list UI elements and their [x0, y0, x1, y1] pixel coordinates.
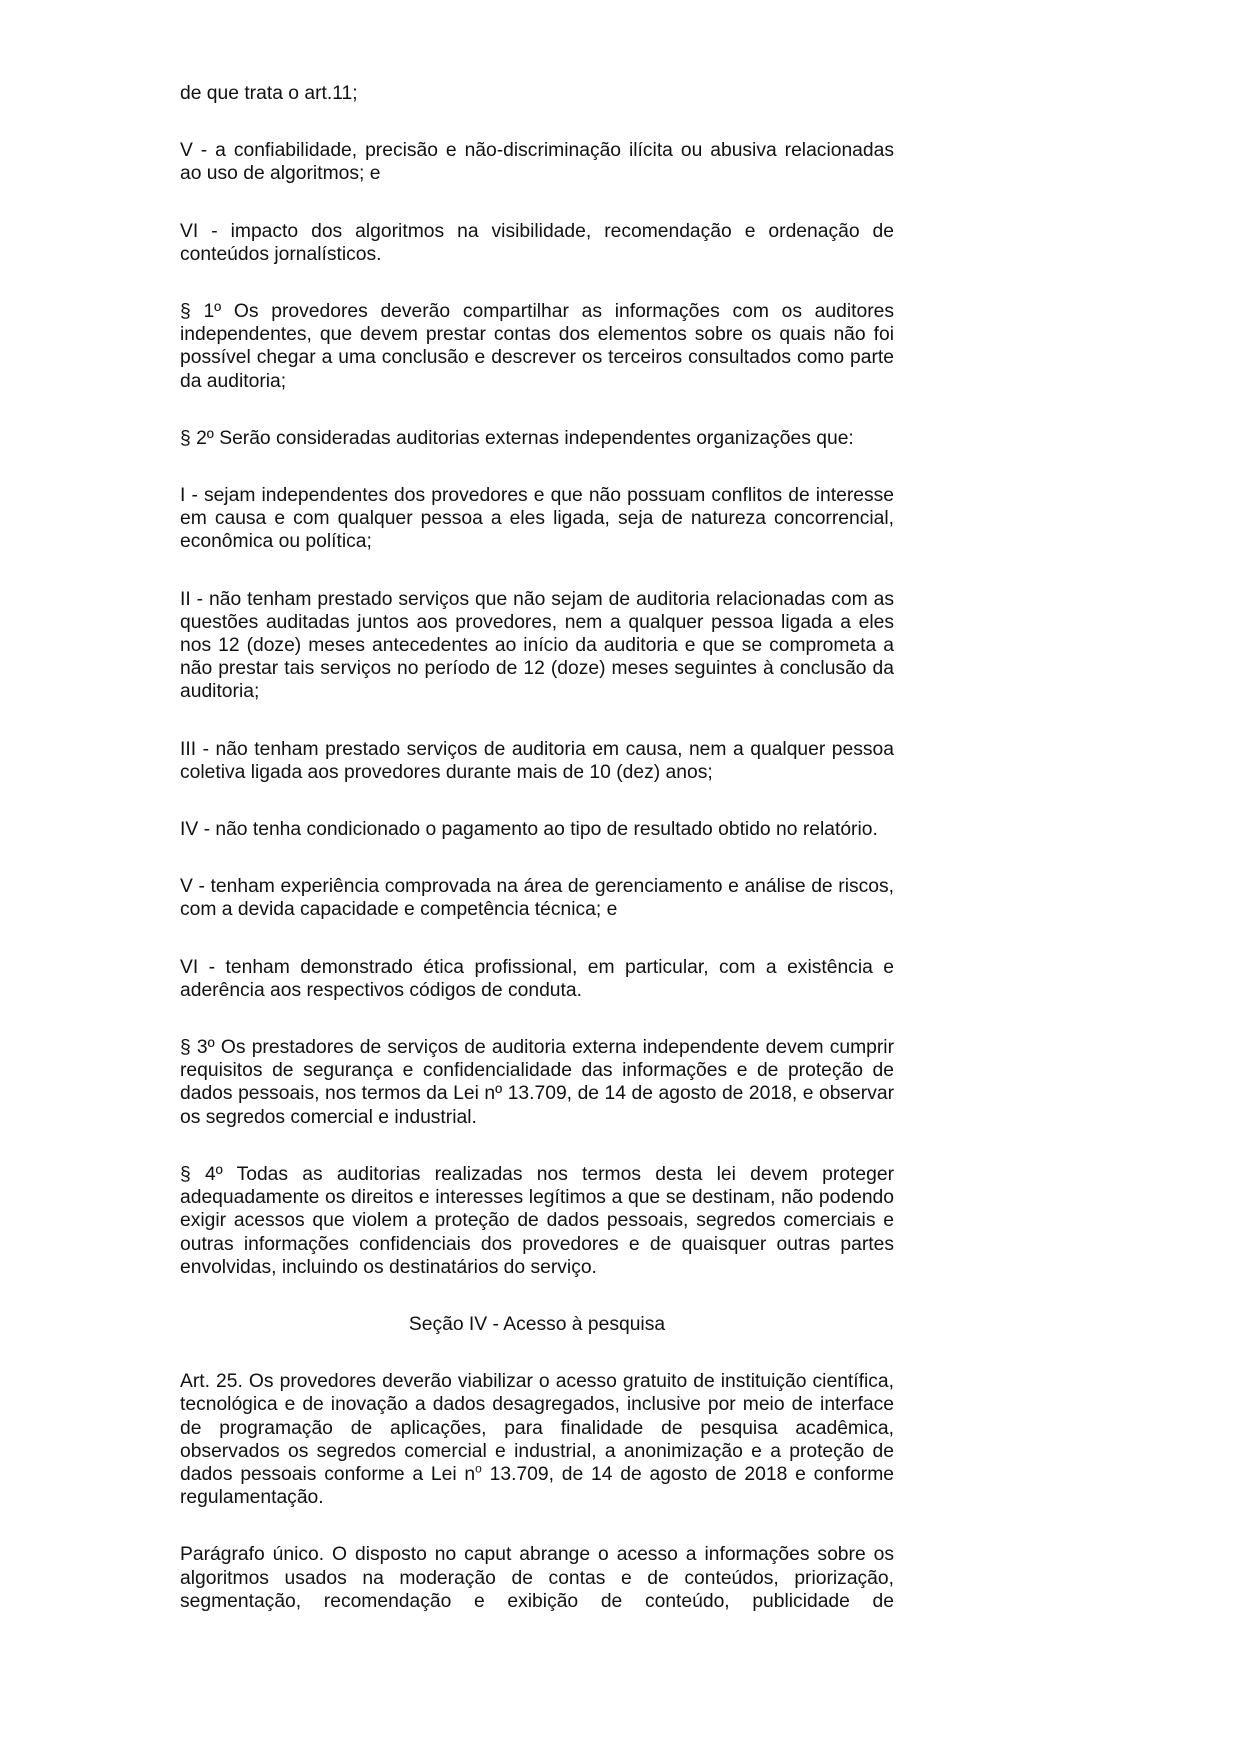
paragraph-item-iv: IV - não tenha condicionado o pagamento ao tipo de resultado obtido no relatório. [180, 819, 878, 841]
section-heading: Seção IV - Acesso à pesquisa [408, 1313, 666, 1335]
paragraph-item-v-experiencia: V - tenham experiência comprovada na área de gerenciamento e análise de riscos, com a devida capacidade e competência técnica; e [180, 876, 894, 921]
paragraph-continuation: de que trata o art.11; [180, 83, 358, 104]
article-25-text: Art. 25. Os provedores deverão viabilizar o acesso gratuito de instituição científica, tecnológica e de inovação a dados desagregados, inclusive por meio de interface de programação de aplicações, para finalidade de pesquisa acadêmica, observados os segredos comercial e industrial, a anonimização e a proteção de dados pessoais conforme a Lei n [180, 1371, 894, 1485]
article-25-superscript: o [475, 1461, 482, 1476]
paragraph-par-4: § 4º Todas as auditorias realizadas nos termos desta lei devem proteger adequadamente os direitos e interesses legítimos a que se destinam, não podendo exigir acessos que violem a proteção de dados pessoais, segredos comerciais e outras informações confidenciais dos provedores e de quaisquer outras partes envolvidas, incluindo os destinatários do serviço. [180, 1163, 894, 1278]
document-page [180, 82, 894, 1647]
paragraph-item-vi-etica: VI - tenham demonstrado ética profissional, em particular, com a existência e aderência aos respectivos códigos de conduta. [180, 956, 894, 1001]
paragraph-paragrafo-unico: Parágrafo único. O disposto no caput abrange o acesso a informações sobre os algoritmos usados na moderação de contas e de conteúdos, priorização, segmentação, recomendação e exibição de conteúdo, publicidade de [180, 1544, 894, 1612]
paragraph-par-3: § 3º Os prestadores de serviços de auditoria externa independente devem cumprir requisitos de segurança e confidencialidade das informações e de proteção de dados pessoais, nos termos da Lei nº 13.709, de 14 de agosto de 2018, e observar os segredos comercial e industrial. [180, 1037, 894, 1128]
paragraph-item-v-algoritmos: V - a confiabilidade, precisão e não-discriminação ilícita ou abusiva relacionadas ao uso de algoritmos; e [180, 140, 894, 185]
article-25-text-end: 13.709, de 14 de agosto de 2018 e conforme regulamentação. [180, 1463, 894, 1509]
paragraph-par-1: § 1º Os provedores deverão compartilhar as informações com os auditores independentes, que devem prestar contas dos elementos sobre os quais não foi possível chegar a uma conclusão e descrever os terceiros consultados como parte da auditoria; [180, 301, 894, 392]
paragraph-item-i: I - sejam independentes dos provedores e que não possuam conflitos de interesse em causa e com qualquer pessoa a eles ligada, seja de natureza concorrencial, econômica ou política; [180, 485, 894, 553]
paragraph-item-ii: II - não tenham prestado serviços que não sejam de auditoria relacionadas com as questões auditadas juntos aos provedores, nem a qualquer pessoa ligada a eles nos 12 (doze) meses antecedentes ao início da auditoria e que se comprometa a não prestar tais serviços no período de 12 (doze) meses seguintes à conclusão da auditoria; [180, 588, 894, 703]
paragraph-par-2: § 2º Serão consideradas auditorias externas independentes organizações que: [180, 427, 854, 449]
paragraph-item-iii: III - não tenham prestado serviços de auditoria em causa, nem a qualquer pessoa coletiva ligada aos provedores durante mais de 10 (dez) anos; [180, 738, 894, 783]
paragraph-item-vi-impacto: VI - impacto dos algoritmos na visibilidade, recomendação e ordenação de conteúdos jornalísticos. [180, 220, 894, 265]
paragraph-article-25 [180, 1370, 894, 1509]
